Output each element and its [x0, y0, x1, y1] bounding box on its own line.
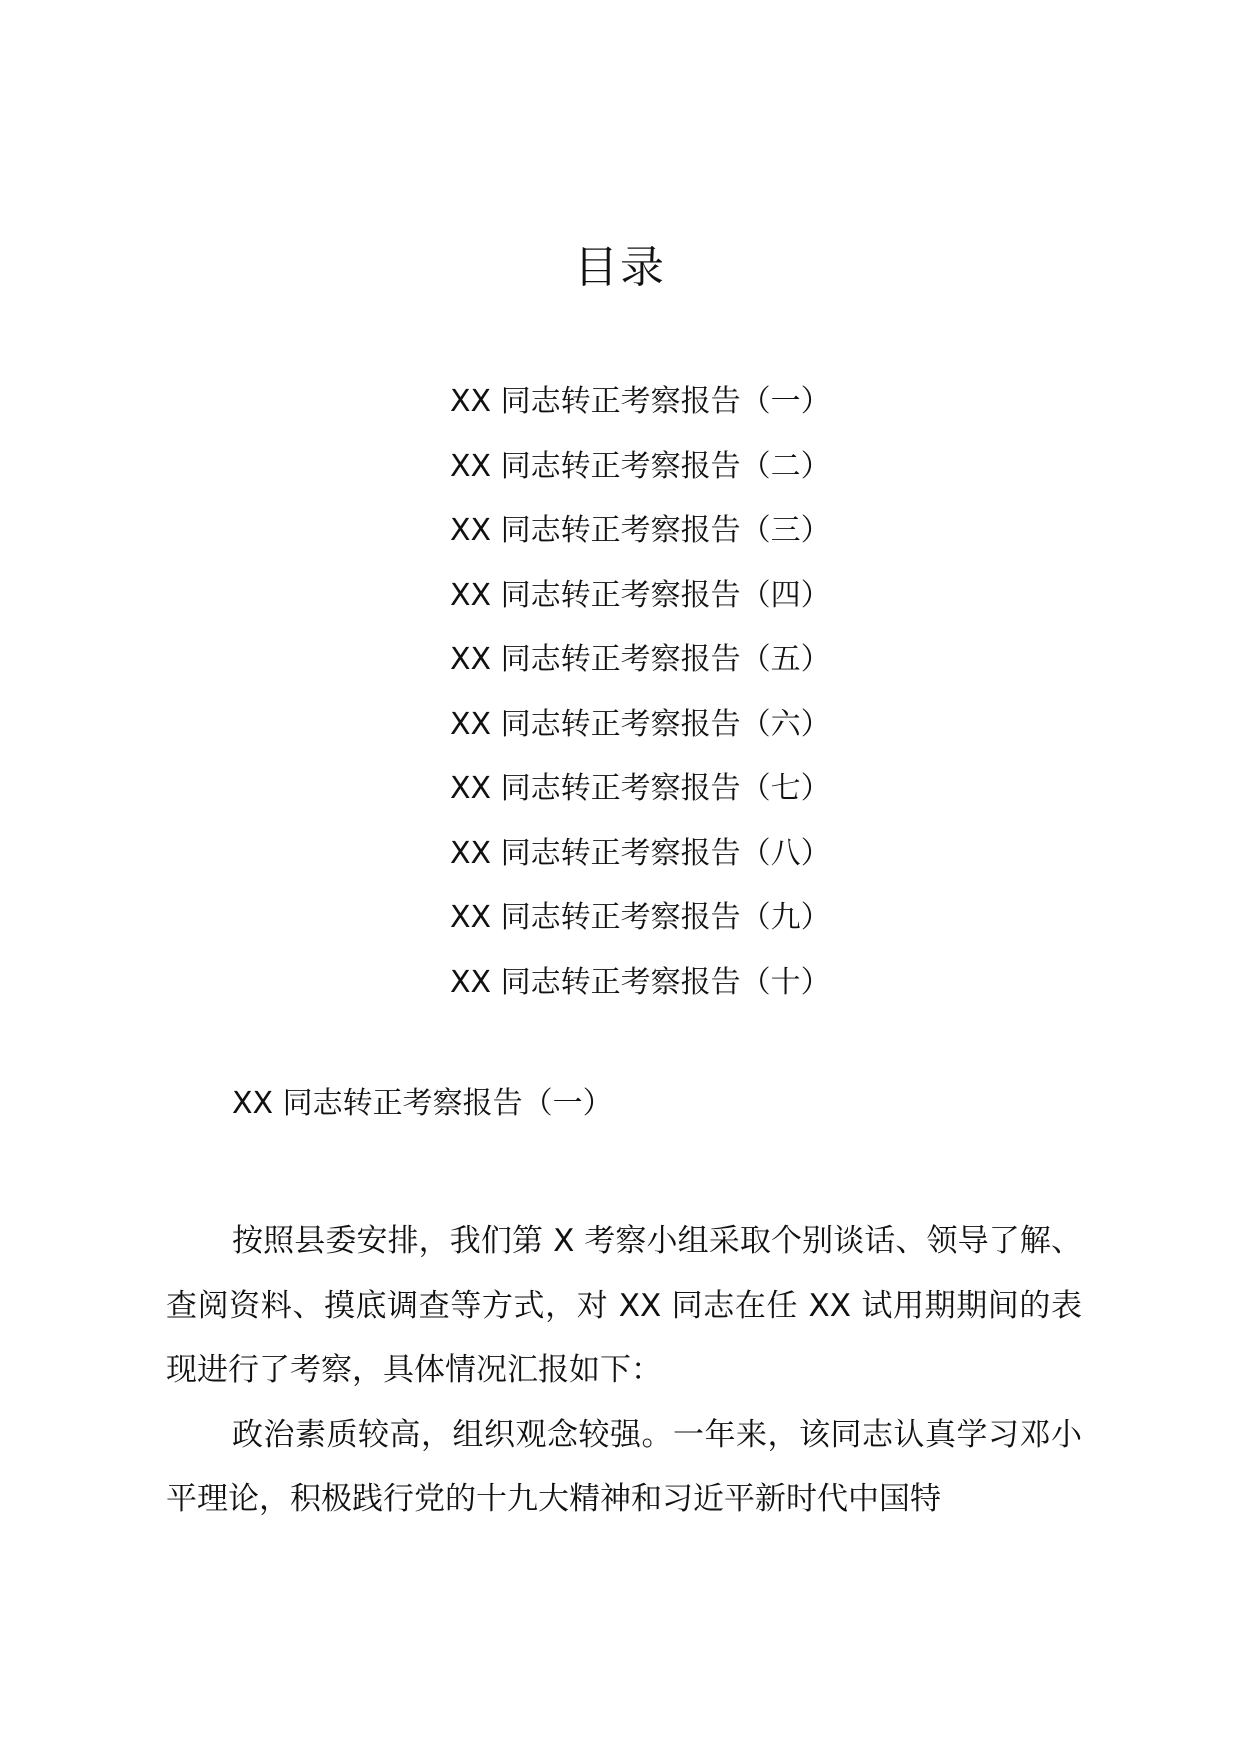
- toc-item-9[interactable]: XX 同志转正考察报告（九）: [450, 900, 831, 935]
- toc-item-4[interactable]: XX 同志转正考察报告（四）: [450, 577, 831, 613]
- toc-item-3[interactable]: XX 同志转正考察报告（三）: [450, 513, 831, 548]
- toc-item-8[interactable]: XX 同志转正考察报告（八）: [450, 835, 831, 871]
- toc-item-6[interactable]: XX 同志转正考察报告（六）: [450, 706, 831, 742]
- table-of-contents: [450, 370, 831, 1015]
- toc-item-10[interactable]: XX 同志转正考察报告（十）: [450, 964, 831, 1000]
- paragraph-2: 政治素质较高，组织观念较强。一年来，该同志认真学习邓小平理论，积极践行党的十九大精神和习近平新时代中国特: [166, 1416, 1082, 1517]
- body-text: [166, 1209, 1082, 1532]
- toc-item-2[interactable]: XX 同志转正考察报告（二）: [450, 448, 831, 484]
- section-heading: XX 同志转正考察报告（一）: [232, 1086, 613, 1121]
- toc-item-1[interactable]: XX 同志转正考察报告（一）: [450, 384, 831, 419]
- paragraph-1: 按照县委安排，我们第 X 考察小组采取个别谈话、领导了解、查阅资料、摸底调查等方式，对 XX 同志在任 XX 试用期期间的表现进行了考察，具体情况汇报如下：: [166, 1223, 1082, 1388]
- toc-item-5[interactable]: XX 同志转正考察报告（五）: [450, 642, 831, 677]
- toc-title: 目录: [574, 242, 666, 293]
- toc-item-7[interactable]: XX 同志转正考察报告（七）: [450, 771, 831, 806]
